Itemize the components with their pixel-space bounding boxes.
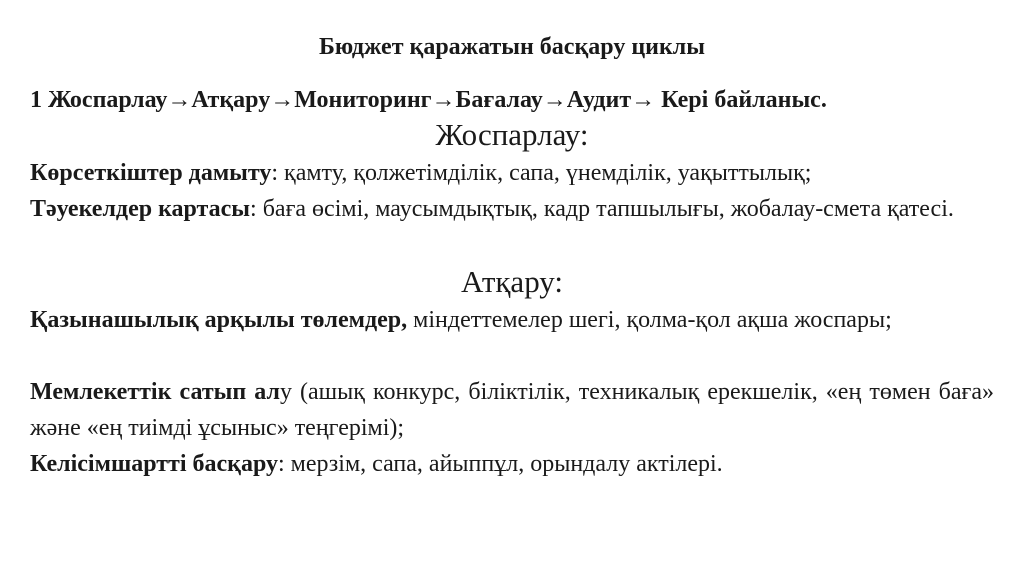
cycle-sequence: 1 Жоспарлау→Атқару→Мониторинг→Бағалау→Аудит→ Кері байланыс.	[30, 87, 827, 113]
execution-item-contract-management	[30, 446, 994, 482]
execution-item-text: у (ашық конкурс, біліктілік, техникалық ерекшелік, «ең төмен баға» және «ең тиімді ұсыныс» теңгерімі);	[30, 379, 995, 441]
planning-item-term: Тәуекелдер картасы	[30, 196, 251, 222]
planning-item-indicators	[30, 155, 994, 191]
execution-item-term: Қазынашылық арқылы төлемдер,	[30, 307, 408, 333]
execution-item-public-procurement	[30, 374, 994, 446]
planning-item-text: : баға өсімі, маусымдықтық, кадр тапшылығы, жобалау-смета қатесі.	[250, 196, 954, 222]
execution-item-treasury-payments	[30, 302, 994, 338]
planning-item-risk-map	[30, 191, 994, 227]
execution-item-term: Келісімшартті басқару	[30, 451, 278, 477]
execution-heading: Атқару:	[460, 264, 563, 299]
planning-item-term: Көрсеткіштер дамыту	[30, 160, 272, 186]
execution-item-text: : мерзім, сапа, айыппұл, орындалу актілері.	[278, 451, 723, 477]
slide-title: Бюджет қаражатын басқару циклы	[318, 34, 705, 60]
planning-item-text: : қамту, қолжетімділік, сапа, үнемділік, уақыттылық;	[271, 160, 812, 186]
planning-heading: Жоспарлау:	[435, 117, 589, 152]
execution-item-term: Мемлекеттік сатып ал	[30, 379, 280, 405]
execution-item-text: міндеттемелер шегі, қолма-қол ақша жоспары;	[407, 307, 892, 333]
